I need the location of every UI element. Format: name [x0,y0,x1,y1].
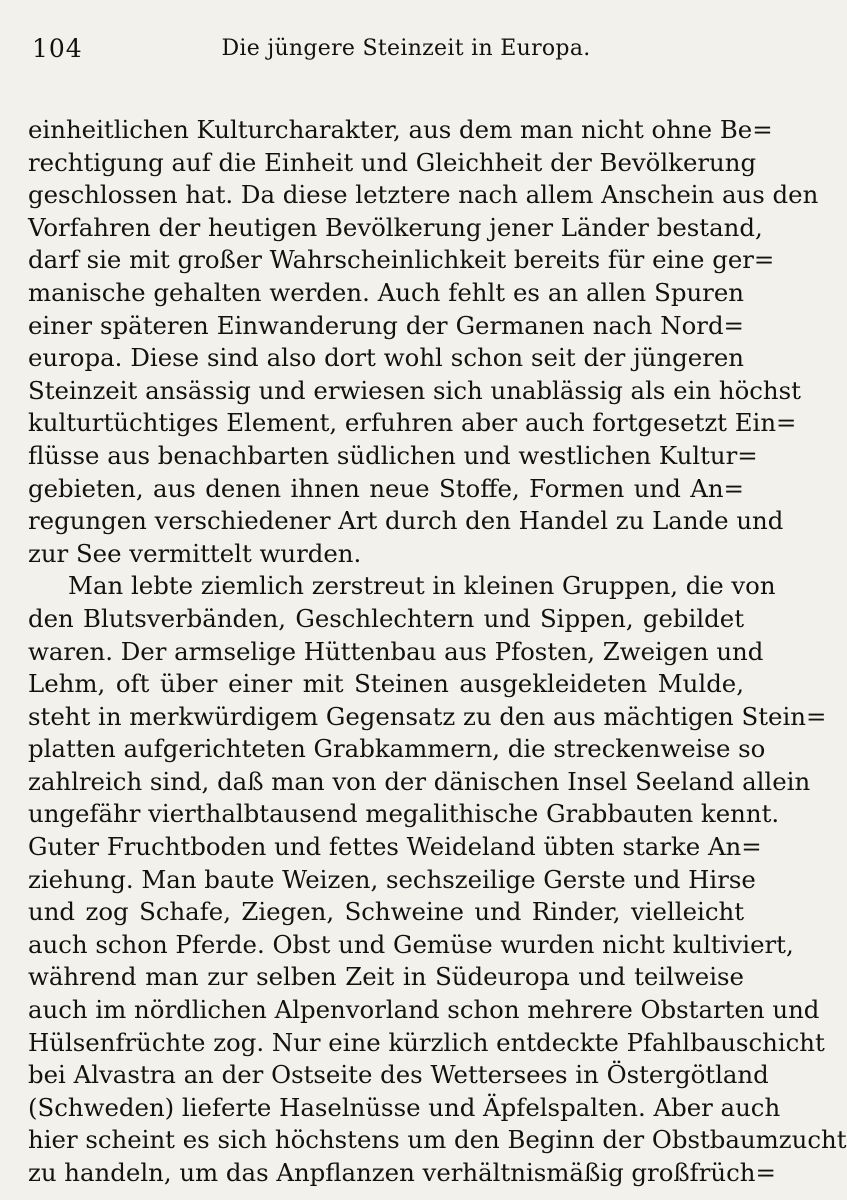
text-line: den Blutsverbänden, Geschlechtern und Sippen, gebildet [28,603,744,633]
text-line: platten aufgerichteten Grabkammern, die streckenweise so [28,734,766,764]
text-line: Vorfahren der heutigen Bevölkerung jener Länder bestand, [28,212,763,242]
body-text [28,114,847,1190]
text-line: Man lebte ziemlich zerstreut in kleinen Gruppen, die von [68,571,776,601]
paragraph-2 [28,570,847,1189]
text-line: während man zur selben Zeit in Südeuropa und teilweise [28,962,744,992]
text-line: auch schon Pferde. Obst und Gemüse wurden nicht kultiviert, [28,929,794,959]
text-line: darf sie mit großer Wahrscheinlichkeit bereits für eine ger= [28,245,775,275]
running-title: Die jüngere Steinzeit in Europa. [221,36,591,61]
text-line: hier scheint es sich höchstens um den Beginn der Obstbaumzucht [28,1125,847,1155]
text-line: regungen verschiedener Art durch den Handel zu Lande und [28,506,784,536]
text-line: auch im nördlichen Alpenvorland schon mehrere Obstarten und [28,995,820,1025]
text-line: einheitlichen Kulturcharakter, aus dem man nicht ohne Be= [28,115,773,144]
text-line: rechtigung auf die Einheit und Gleichheit der Bevölkerung [28,147,757,177]
text-line: waren. Der armselige Hüttenbau aus Pfosten, Zweigen und [28,636,764,666]
text-line: geschlossen hat. Da diese letztere nach allem Anschein aus den [28,180,819,210]
paragraph-1 [28,114,819,570]
running-head [28,30,744,74]
text-line: flüsse aus benachbarten südlichen und westlichen Kultur= [28,440,758,470]
text-line: Guter Fruchtboden und fettes Weideland übten starke An= [28,832,762,862]
text-line: kulturtüchtiges Element, erfuhren aber auch fortgesetzt Ein= [28,408,797,438]
text-line: und zog Schafe, Ziegen, Schweine und Rinder, vielleicht [28,897,744,927]
text-line: ungefähr vierthalbtausend megalithische Grabbauten kennt. [28,799,780,829]
text-line: Hülsenfrüchte zog. Nur eine kürzlich entdeckte Pfahlbauschicht [28,1027,825,1057]
text-line: Steinzeit ansässig und erwiesen sich unablässig als ein höchst [28,375,801,405]
text-line: gebieten, aus denen ihnen neue Stoffe, Formen und An= [28,473,744,503]
text-line: bei Alvastra an der Ostseite des Wettersees in Östergötland [28,1060,769,1090]
text-line: europa. Diese sind also dort wohl schon seit der jüngeren [28,343,744,373]
text-line: (Schweden) lieferte Haselnüsse und Äpfelspalten. Aber auch [28,1092,781,1122]
text-line: Lehm, oft über einer mit Steinen ausgekleideten Mulde, [28,669,744,699]
text-line: zur See vermittelt wurden. [28,538,362,568]
text-line: zu handeln, um das Anpflanzen verhältnismäßig großfrüch= [28,1158,776,1187]
page-number: 104 [32,34,83,63]
text-line: steht in merkwürdigem Gegensatz zu den aus mächtigen Stein= [28,701,827,731]
text-line: manische gehalten werden. Auch fehlt es an allen Spuren [28,277,744,307]
text-line: ziehung. Man baute Weizen, sechszeilige Gerste und Hirse [28,864,756,894]
text-line: zahlreich sind, daß man von der dänischen Insel Seeland allein [28,766,811,796]
text-line: einer späteren Einwanderung der Germanen nach Nord= [28,310,744,340]
